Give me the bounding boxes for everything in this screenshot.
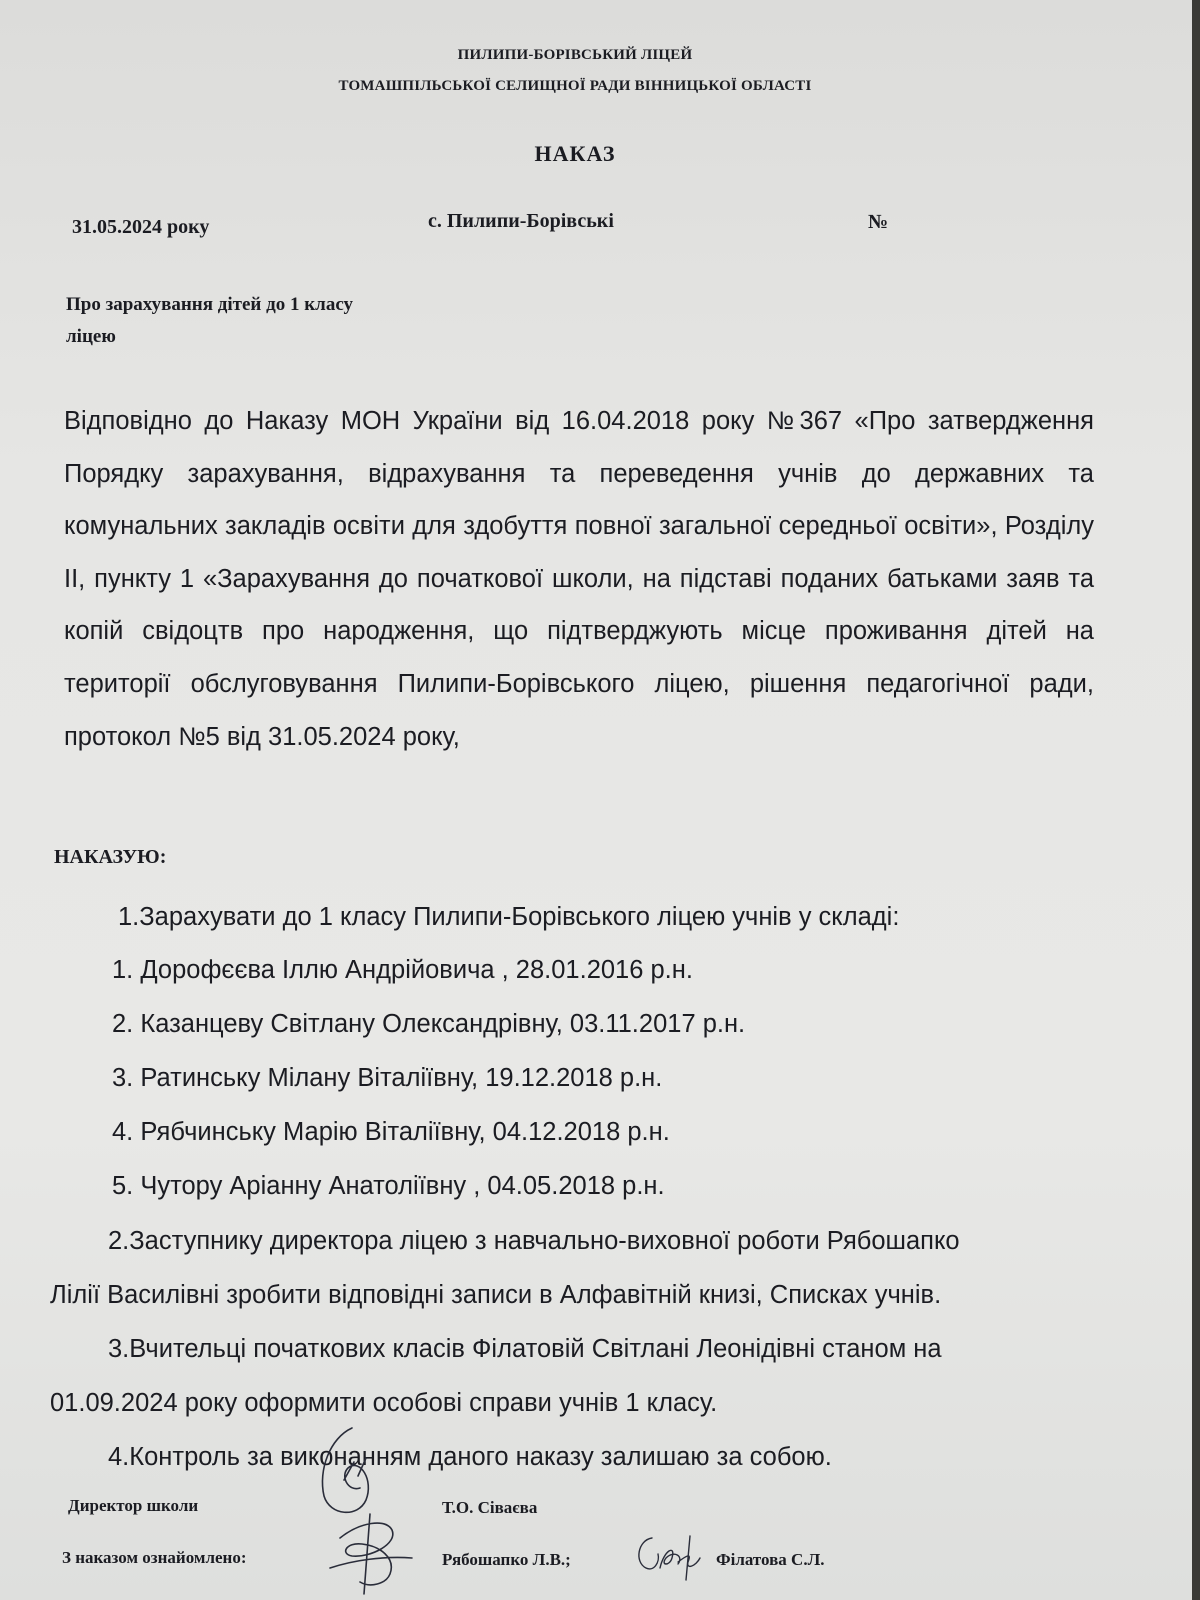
order-date: 31.05.2024 року <box>72 216 210 238</box>
student-list-item: 1. Дорофєєва Іллю Андрійовича , 28.01.2016 р.н. <box>112 956 693 984</box>
item-4: 4.Контроль за виконанням даного наказу залишаю за собою. <box>108 1443 832 1471</box>
student-list-item: 3. Ратинську Мілану Віталіївну, 19.12.2018 р.н. <box>112 1064 663 1092</box>
item-3-line2: 01.09.2024 року оформити особові справи учнів 1 класу. <box>50 1389 718 1417</box>
director-signature-image <box>300 1418 430 1600</box>
org-name-line1: ПИЛИПИ-БОРІВСЬКИЙ ЛІЦЕЙ <box>457 47 693 63</box>
item-2-line2: Лілії Василівні зробити відповідні записи в Алфавітній книзі, Списках учнів. <box>50 1281 942 1309</box>
org-name-line2: ТОМАШПІЛЬСЬКОЇ СЕЛИЩНОЇ РАДИ ВІННИЦЬКОЇ ОБЛАСТІ <box>338 78 812 94</box>
decree-word: НАКАЗУЮ: <box>54 846 167 868</box>
order-place: с. Пилипи-Борівські <box>428 210 614 232</box>
item-1: 1.Зарахувати до 1 класу Пилипи-Борівського ліцею учнів у складі: <box>118 903 900 931</box>
director-name: Т.О. Сіваєва <box>442 1498 538 1517</box>
student-list-item: 4. Рябчинську Марію Віталіївну, 04.12.2018 р.н. <box>112 1118 670 1146</box>
item-2-line1: 2.Заступнику директора ліцею з навчально-виховної роботи Рябошапко <box>108 1227 960 1255</box>
subject-line2: ліцею <box>66 326 116 347</box>
student-list-item: 5. Чутору Аріанну Анатоліївну , 04.05.2018 р.н. <box>112 1172 665 1200</box>
acquainted-name-1: Рябошапко Л.В.; <box>442 1550 571 1569</box>
deputy-signature-image <box>630 1528 710 1584</box>
order-number: № <box>868 211 889 233</box>
director-label: Директор школи <box>68 1496 199 1515</box>
preamble-paragraph: Відповідно до Наказу МОН України від 16.04.2018 року №367 «Про затвердження Порядку зарахування, відрахування та переведення учнів до державних та комунальних закладів освіти для здобуття повної загальної середньої освіти», Розділу ІІ, пункту 1 «Зарахування до початкової школи, на підставі поданих батьками заяв та копій свідоцтв про народження, що підтверджують місце проживання дітей на території обслуговування Пилипи-Борівського ліцею, рішення педагогічної ради, протокол №5 від 31.05.2024 року, <box>64 407 1094 751</box>
acquainted-name-2: Філатова С.Л. <box>716 1550 825 1569</box>
student-list-item: 2. Казанцеву Світлану Олександрівну, 03.11.2017 р.н. <box>112 1010 746 1038</box>
item-3-line1: 3.Вчительці початкових класів Філатовій Світлані Леонідівні станом на <box>108 1335 942 1363</box>
subject-line1: Про зарахування дітей до 1 класу <box>66 294 354 315</box>
document-title: НАКАЗ <box>534 141 616 166</box>
acquainted-label: З наказом ознайомлено: <box>62 1548 247 1567</box>
